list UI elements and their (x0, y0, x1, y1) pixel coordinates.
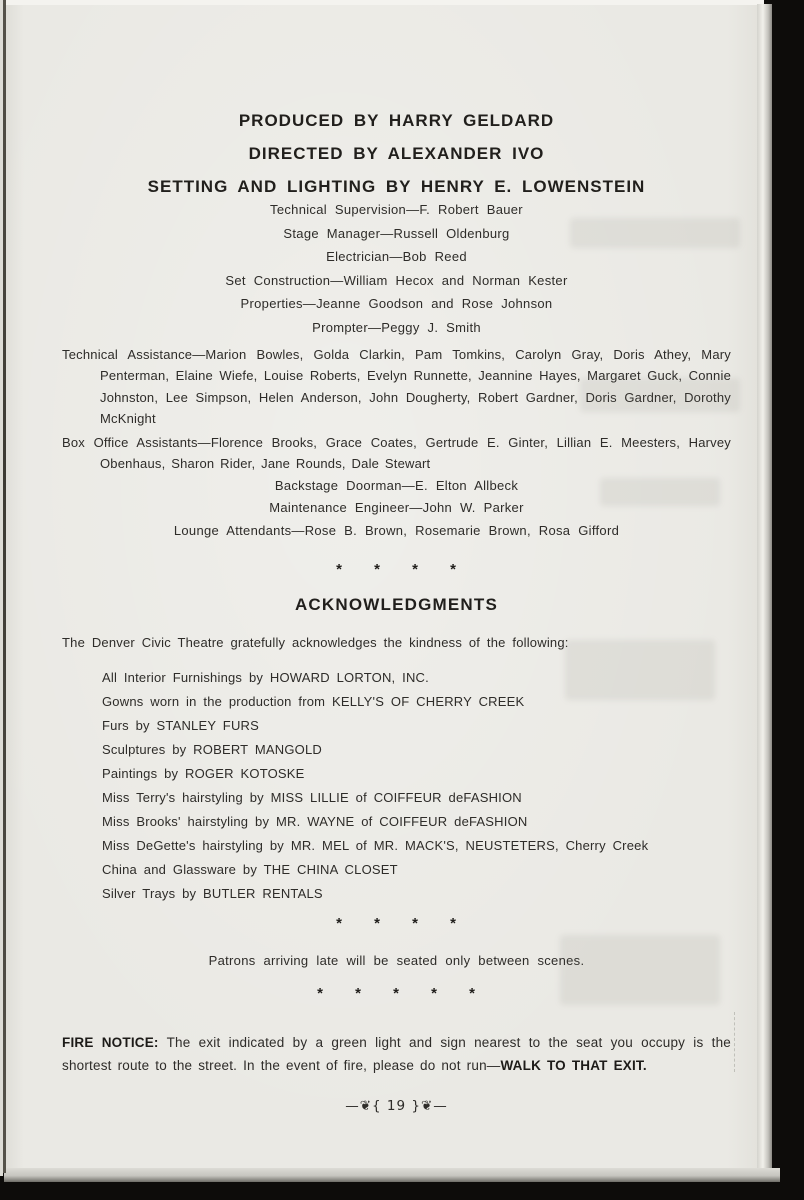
acknowledgments-title: ACKNOWLEDGMENTS (294, 595, 499, 615)
late-seating-notice: Patrons arriving late will be seated only between scenes. (208, 953, 585, 969)
credit-line: Lounge Attendants—Rose B. Brown, Rosemarie Brown, Rosa Gifford (173, 522, 620, 538)
page-footer (62, 1095, 731, 1117)
fire-notice-body: The exit indicated by a green light and sign nearest to the seat you occupy is the shortest route to the street. In the event of fire, please do not run— (62, 1035, 732, 1073)
credit-line: Prompter—Peggy J. Smith (312, 319, 481, 335)
setting-lighting-headline: SETTING AND LIGHTING BY HENRY E. LOWENSTEIN (147, 177, 646, 196)
acknowledgments-intro: The Denver Civic Theatre gratefully acknowledges the kindness of the following: (62, 635, 569, 651)
star-separator: * * * * (336, 561, 457, 579)
acknowledgment-item: Furs by STANLEY FURS (102, 718, 259, 734)
credit-line: Stage Manager—Russell Oldenburg (283, 225, 510, 241)
bleedthrough-artifact (600, 478, 720, 506)
produced-by-headline: PRODUCED BY HARRY GELDARD (238, 111, 555, 130)
page-number: 19 (386, 1098, 407, 1115)
acknowledgment-item: Miss DeGette's hairstyling by MR. MEL of MR. MACK'S, NEUSTETERS, Cherry Creek (102, 838, 649, 854)
bleedthrough-rule (733, 1012, 735, 1072)
credit-line: Technical Supervision—F. Robert Bauer (270, 202, 523, 217)
box-office-assistants-paragraph: Box Office Assistants—Florence Brooks, Grace Coates, Gertrude E. Ginter, Lillian E. Meesters, Harvey Obenhaus, Sharon Rider, Jane Rounds, Dale Stewart (62, 435, 731, 472)
star-separator: * * * * * (317, 985, 476, 1003)
fire-notice (62, 1032, 731, 1077)
bleedthrough-artifact (570, 218, 740, 248)
acknowledgment-item: Miss Brooks' hairstyling by MR. WAYNE of COIFFEUR deFASHION (102, 814, 528, 830)
credit-line: Set Construction—William Hecox and Norman Kester (225, 272, 568, 288)
credit-line: Electrician—Bob Reed (326, 249, 467, 264)
credit-line: Backstage Doorman—E. Elton Allbeck (274, 477, 519, 493)
acknowledgment-item: China and Glassware by THE CHINA CLOSET (102, 862, 398, 878)
directed-by-headline: DIRECTED BY ALEXANDER IVO (248, 144, 545, 163)
acknowledgment-item: Miss Terry's hairstyling by MISS LILLIE of COIFFEUR deFASHION (102, 790, 522, 806)
bleedthrough-artifact (565, 640, 715, 700)
acknowledgment-item: Paintings by ROGER KOTOSKE (102, 766, 305, 782)
acknowledgments-list (62, 666, 731, 906)
footer-ornament-right: }❦— (411, 1098, 448, 1115)
bleedthrough-artifact (580, 378, 740, 412)
acknowledgment-item: Sculptures by ROBERT MANGOLD (102, 742, 323, 758)
page-stack-edge-bottom (4, 1168, 780, 1182)
star-separator: * * * * (336, 915, 457, 933)
footer-ornament-left: —❦{ (345, 1098, 382, 1115)
fire-notice-label: FIRE NOTICE: (62, 1035, 159, 1051)
acknowledgment-item: Gowns worn in the production from KELLY'S OF CHERRY CREEK (102, 694, 525, 710)
fire-notice-emphasis: WALK TO THAT EXIT. (500, 1057, 647, 1073)
credit-line: Maintenance Engineer—John W. Parker (269, 500, 524, 516)
bleedthrough-artifact (560, 935, 720, 1005)
technical-assistance-paragraph: Technical Assistance—Marion Bowles, Golda Clarkin, Pam Tomkins, Carolyn Gray, Doris Athey, Mary Penterman, Elaine Wiefe, Louise Roberts, Evelyn Runnette, Jeannine Hayes, Margaret Guck, Connie Johnston, Lee Simpson, Helen Anderson, John Dougherty, Robert Gardner, Doris Gardner, Dorothy McKnight (62, 347, 731, 426)
acknowledgment-item: Silver Trays by BUTLER RENTALS (102, 886, 323, 902)
acknowledgment-item: All Interior Furnishings by HOWARD LORTON, INC. (102, 670, 429, 686)
page-stack-edge-right (757, 4, 772, 1182)
credit-line: Properties—Jeanne Goodson and Rose Johnson (240, 296, 553, 311)
